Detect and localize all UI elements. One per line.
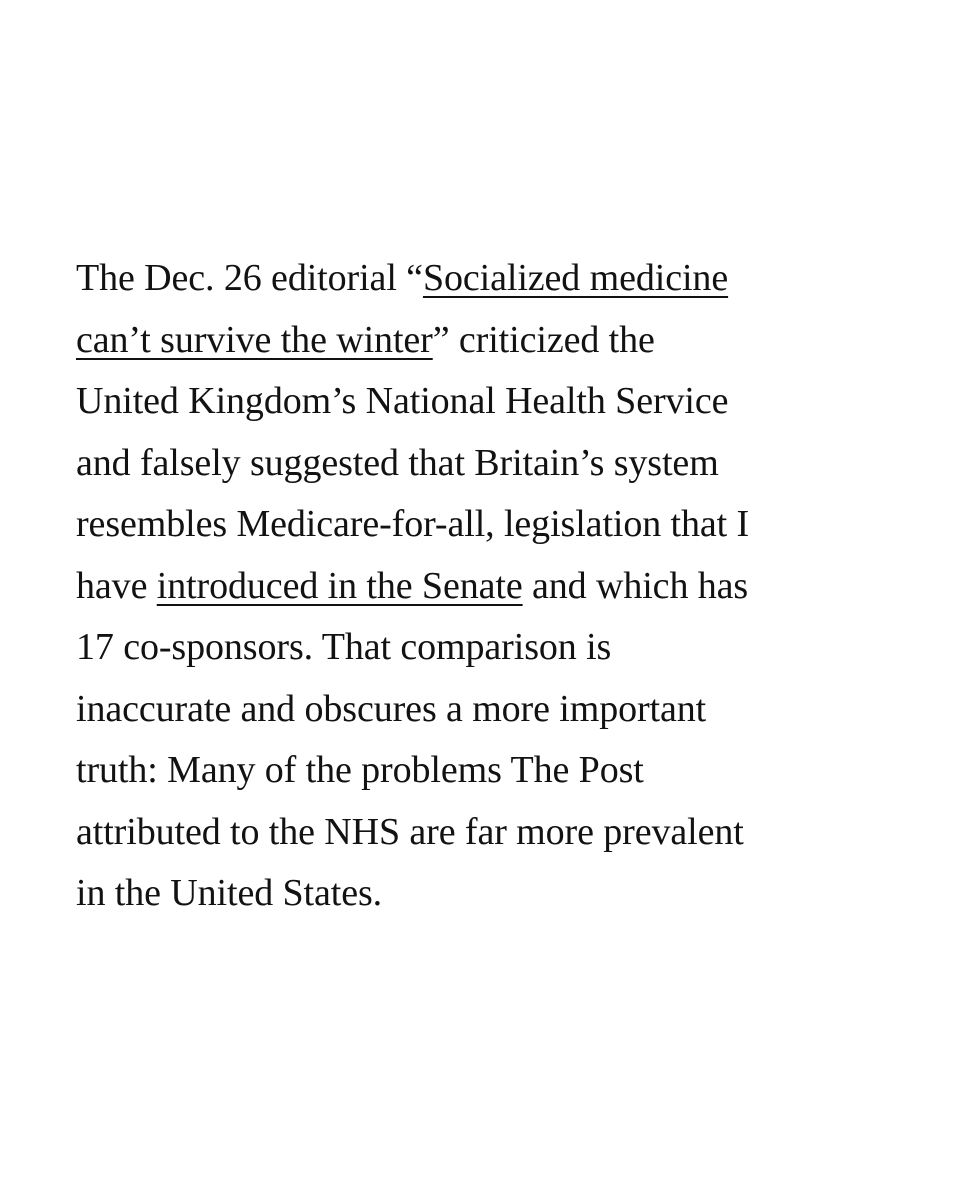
text-line: resembles Medicare-for-all, legislation that I [76,503,750,545]
text-segment: ” criticized the [432,318,655,361]
text-line: and falsely suggested that Britain’s system [76,441,719,484]
article-paragraph [76,248,896,925]
editorial-link-part1[interactable]: Socialized medicine [422,257,729,299]
text-segment: and which has [522,564,749,607]
text-line [76,556,896,618]
text-line: United Kingdom’s National Health Service [76,380,729,422]
text-segment: have [76,564,157,607]
text-line: inaccurate and obscures a more important [76,687,707,730]
text-line: attributed to the NHS are far more prevalent [76,810,744,853]
text-segment: The Dec. 26 editorial “ [76,257,423,299]
text-line: in the United States. [76,872,383,914]
article-body [76,248,896,925]
text-line [76,310,896,372]
senate-bill-link[interactable]: introduced in the Senate [156,564,523,607]
editorial-link-part2[interactable]: can’t survive the winter [76,318,433,361]
text-line: 17 co-sponsors. That comparison is [76,626,612,668]
text-line: truth: Many of the problems The Post [76,749,644,791]
text-line [76,248,896,310]
